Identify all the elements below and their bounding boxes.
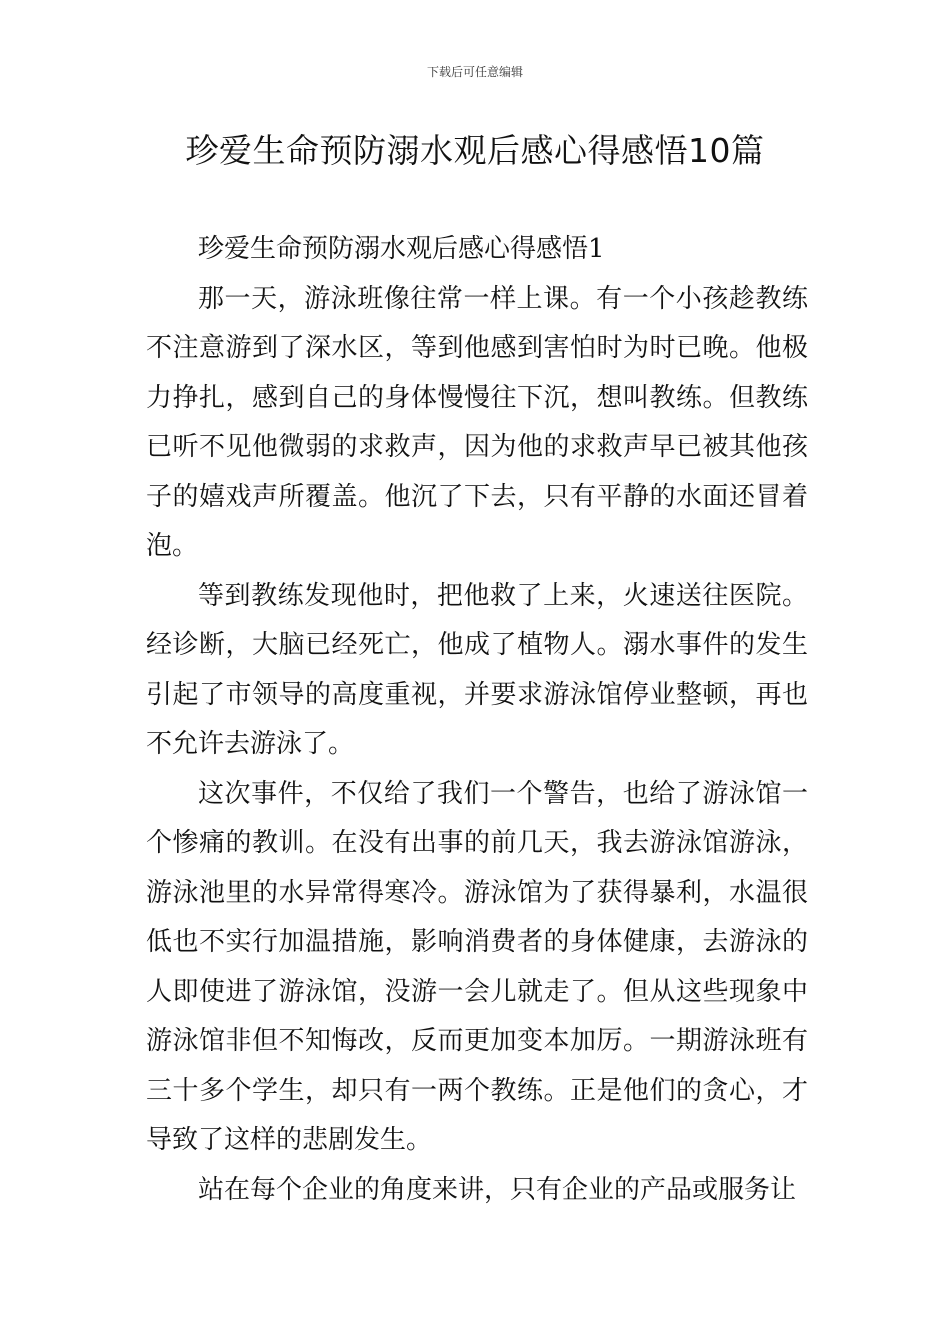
paragraph: 站在每个企业的角度来讲，只有企业的产品或服务让 [198, 1174, 797, 1205]
paragraph: 这次事件，不仅给了我们一个警告，也给了游泳馆一个惨痛的教训。在没有出事的前几天，我去游泳馆游泳，游泳池里的水异常得寒冷。游泳馆为了获得暴利，水温很低也不实行加温措施，影响消费者的身体健康，去游泳的人即使进了游泳馆，没游一会儿就走了。但从这些现象中游泳馆非但不知悔改，反而更加变本加厉。一期游泳班有三十多个学生，却只有一两个教练。正是他们的贪心，才导致了这样的悲剧发生。 [146, 778, 808, 1155]
section-heading: 珍爱生命预防溺水观后感心得感悟1 [198, 234, 605, 264]
document-body [146, 225, 808, 1215]
paragraph: 等到教练发现他时，把他救了上来，火速送往医院。经诊断，大脑已经死亡，他成了植物人。溺水事件的发生引起了市领导的高度重视，并要求游泳馆停业整顿，再也不允许去游泳了。 [146, 580, 808, 759]
paragraph: 那一天，游泳班像往常一样上课。有一个小孩趁教练不注意游到了深水区，等到他感到害怕时为时已晚。他极力挣扎，感到自己的身体慢慢往下沉，想叫教练。但教练已听不见他微弱的求救声，因为他的求救声早已被其他孩子的嬉戏声所覆盖。他沉了下去，只有平静的水面还冒着泡。 [146, 283, 808, 561]
document-title: 珍爱生命预防溺水观后感心得感悟10篇 [185, 131, 765, 170]
header-note: 下载后可任意编辑 [426, 65, 523, 79]
